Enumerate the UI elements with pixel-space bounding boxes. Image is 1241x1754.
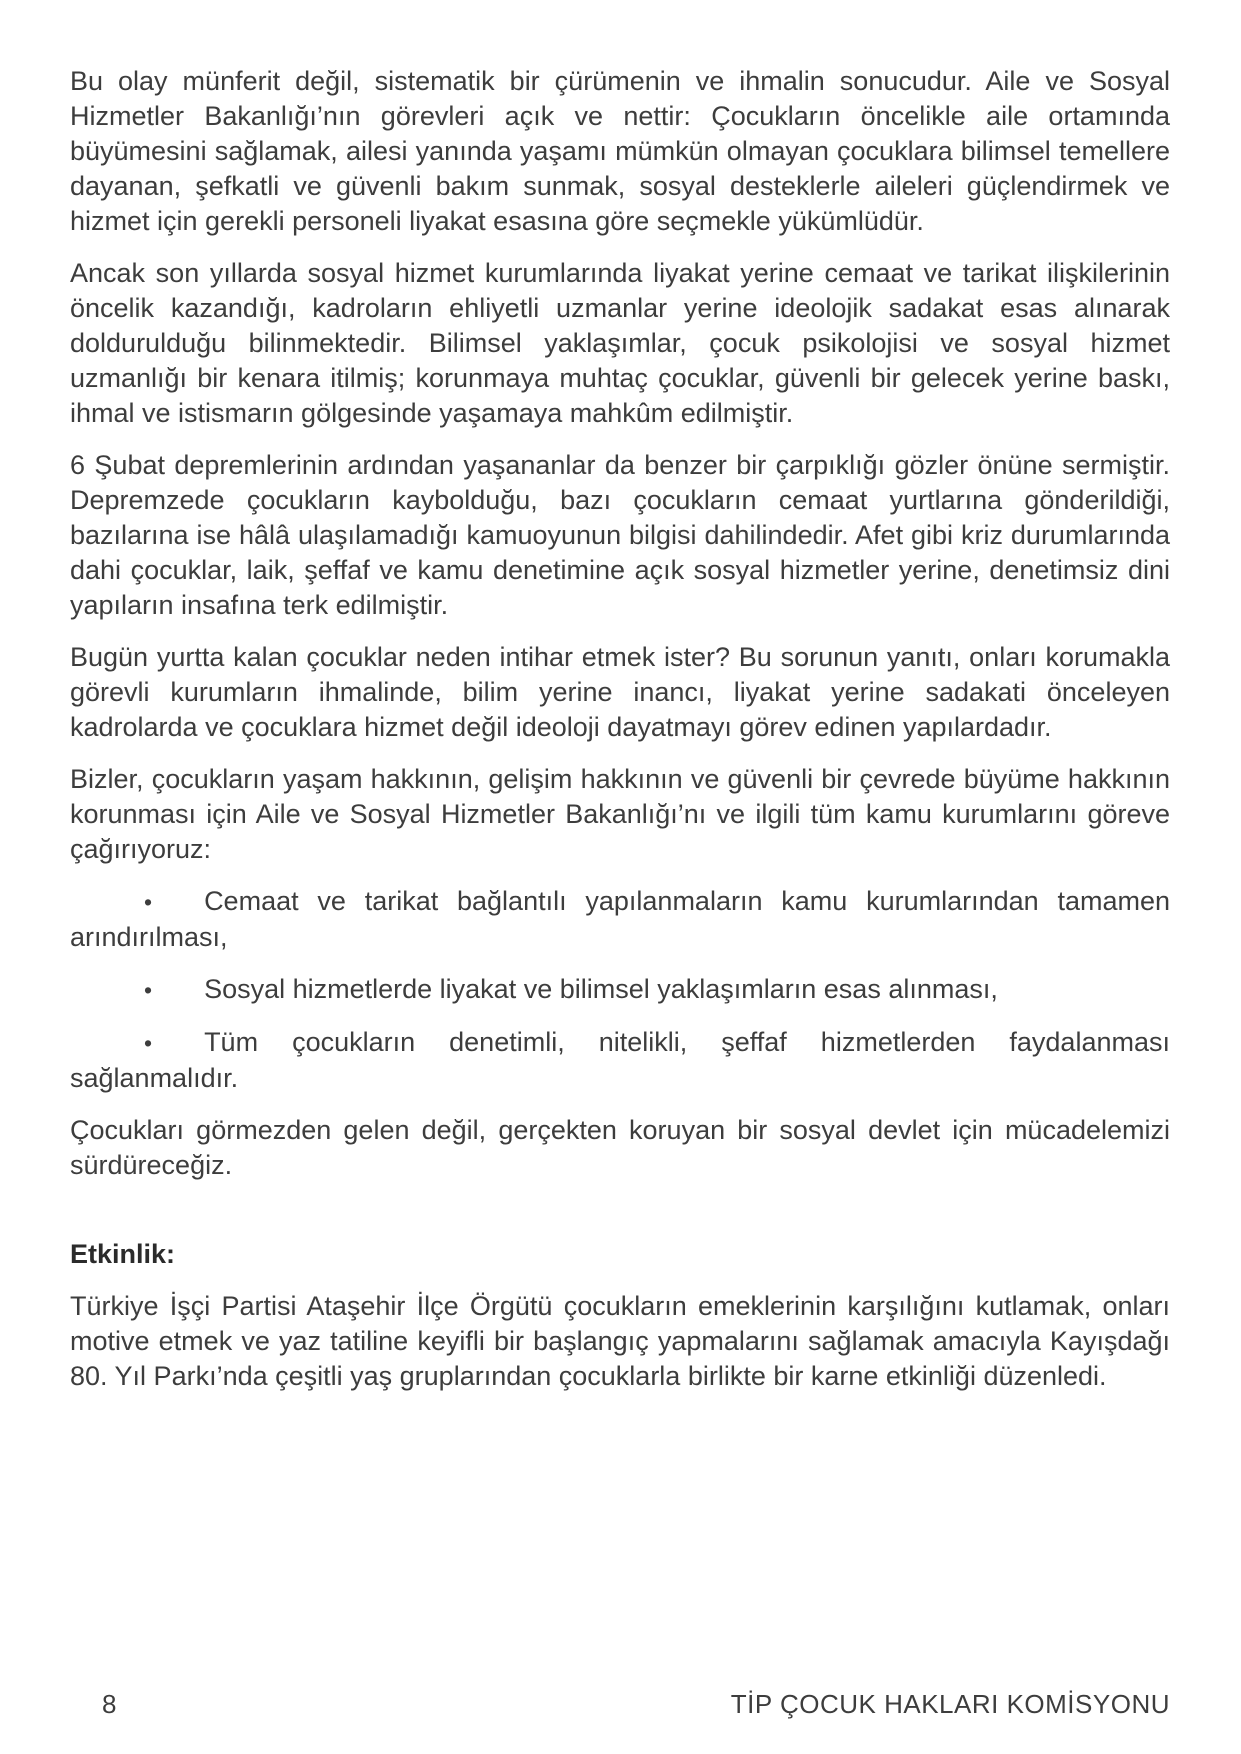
page-number: 8 xyxy=(102,1689,117,1719)
paragraph-activity: Türkiye İşçi Partisi Ataşehir İlçe Örgütü çocukların emeklerinin karşılığını kutlamak, onları motive etmek ve yaz tatiline keyifli bir başlangıç yapmalarını sağlamak amacıyla Kayışdağı 80. Yıl Parkı’nda çeşitli yaş gruplarından çocuklarla birlikte bir karne etkinliği düzenledi. xyxy=(70,1291,1170,1391)
paragraph-yurt: Bugün yurtta kalan çocuklar neden intihar etmek ister? Bu sorunun yanıtı, onları korumakla görevli kurumların ihmalinde, bilim yerine inancı, liyakat yerine sadakati önceleyen kadrolarda ve çocuklara hizmet değil ideoloji dayatmayı görev edinen yapılardadır. xyxy=(70,642,1170,742)
paragraph-liyakat: Ancak son yıllarda sosyal hizmet kurumlarında liyakat yerine cemaat ve tarikat ilişkilerinin öncelik kazandığı, kadroların ehliyetli uzmanlar yerine ideolojik sadakat esas alınarak doldurulduğu bilinmektedir. Bilimsel yaklaşımlar, çocuk psikolojisi ve sosyal hizmet uzmanlığı bir kenara itilmiş; korunmaya muhtaç çocuklar, güvenli bir gelecek yerine baskı, ihmal ve istismarın gölgesinde yaşamaya mahkûm edilmiştir. xyxy=(70,258,1170,428)
paragraph-deprem: 6 Şubat depremlerinin ardından yaşananlar da benzer bir çarpıklığı gözler önüne sermiştir. Depremzede çocukların kaybolduğu, bazı çocukların cemaat yurtlarına gönderildiği, bazılarına ise hâlâ ulaşılamadığı kamuoyunun bilgisi dahilindedir. Afet gibi kriz durumlarında dahi çocuklar, laik, şeffaf ve kamu denetimine açık sosyal hizmetler yerine, denetimsiz dini yapıların insafına terk edilmiştir. xyxy=(70,450,1170,620)
paragraph-closing: Çocukları görmezden gelen değil, gerçekten koruyan bir sosyal devlet için mücadelemizi sürdüreceğiz. xyxy=(70,1115,1170,1180)
bullet-text-2: Sosyal hizmetlerde liyakat ve bilimsel yaklaşımların esas alınması, xyxy=(204,974,998,1004)
bullet-item-2 xyxy=(70,972,1170,1008)
paragraph-intro: Bu olay münferit değil, sistematik bir çürümenin ve ihmalin sonucudur. Aile ve Sosyal Hizmetler Bakanlığı’nın görevleri açık ve nettir: Çocukların öncelikle aile ortamında büyümesini sağlamak, ailesi yanında yaşamı mümkün olmayan çocuklara bilimsel temellere dayanan, şefkatli ve güvenli bakım sunmak, sosyal desteklerle aileleri güçlendirmek ve hizmet için gerekli personeli liyakat esasına göre seçmekle yükümlüdür. xyxy=(70,66,1170,236)
bullet-dot-icon: • xyxy=(144,1030,153,1056)
page-footer xyxy=(0,1688,1170,1720)
footer-organization: TİP ÇOCUK HAKLARI KOMİSYONU xyxy=(730,1689,1170,1719)
document-body xyxy=(70,64,1170,1411)
bullet-dot-icon: • xyxy=(144,889,153,915)
bullet-item-1 xyxy=(70,884,1170,955)
paragraph-cagri: Bizler, çocukların yaşam hakkının, gelişim hakkının ve güvenli bir çevrede büyüme hakkının korunması için Aile ve Sosyal Hizmetler Bakanlığı’nı ve ilgili tüm kamu kurumlarını göreve çağırıyoruz: xyxy=(70,764,1170,864)
bullet-text-3: Tüm çocukların denetimli, nitelikli, şeffaf hizmetlerden faydalanması sağlanmalıdır. xyxy=(70,1027,1170,1093)
bullet-item-3 xyxy=(70,1025,1170,1096)
bullet-dot-icon: • xyxy=(144,977,153,1003)
section-heading-etkinlik: Etkinlik: xyxy=(70,1239,176,1269)
bullet-text-1: Cemaat ve tarikat bağlantılı yapılanmaların kamu kurumlarından tamamen arındırılması, xyxy=(70,886,1170,952)
